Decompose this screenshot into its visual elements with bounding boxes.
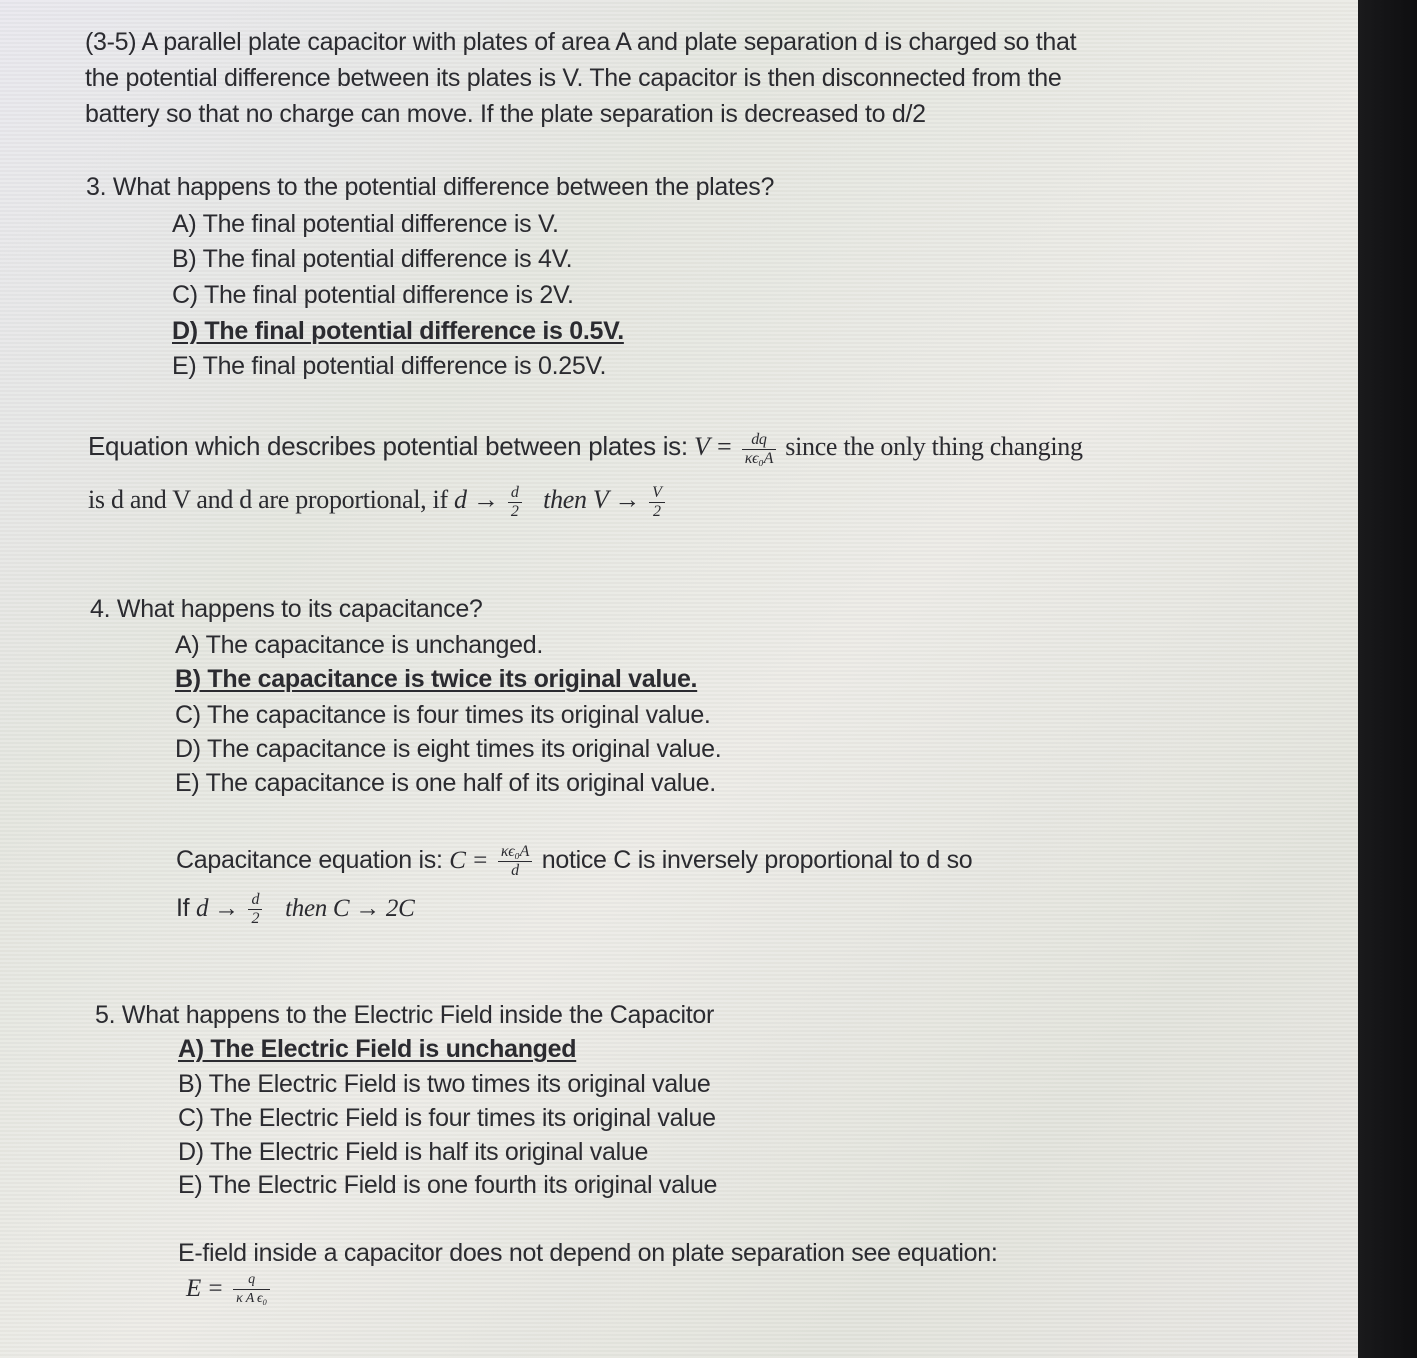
q3-explanation-prefix: Equation which describes potential between plates is: bbox=[88, 431, 688, 461]
q3-frac-denominator: κϵ₀A bbox=[744, 449, 774, 467]
q4-option-c: C) The capacitance is four times its original value. bbox=[175, 701, 711, 729]
q3-frac3-denominator: 2 bbox=[653, 502, 661, 520]
q4-frac2-numerator: d bbox=[248, 891, 262, 910]
q4-option-a: A) The capacitance is unchanged. bbox=[175, 631, 543, 659]
q4-equation-lhs: C = bbox=[449, 847, 489, 874]
q3-equation-lhs: V = bbox=[694, 432, 733, 461]
q5-option-d: D) The Electric Field is half its original value bbox=[178, 1138, 649, 1166]
monitor-bezel bbox=[1358, 0, 1417, 1358]
q3-option-c: C) The final potential difference is 2V. bbox=[172, 281, 574, 309]
q4-frac-numerator: κϵ₀A bbox=[498, 843, 532, 862]
q5-explanation-text: E-field inside a capacitor does not depend on plate separation see equation: bbox=[178, 1239, 998, 1267]
intro-line-2: the potential difference between its plates is V. The capacitor is then disconnected from the bbox=[85, 64, 1062, 92]
q5-option-a-selected: A) The Electric Field is unchanged bbox=[178, 1035, 577, 1063]
q5-option-b: B) The Electric Field is two times its original value bbox=[178, 1070, 711, 1098]
q5-question: 5. What happens to the Electric Field inside the Capacitor bbox=[95, 1001, 715, 1029]
q5-equation bbox=[186, 1266, 273, 1311]
q3-equation-fraction bbox=[742, 431, 776, 468]
q4-arrow-d: d → bbox=[195, 895, 239, 922]
q4-if: If bbox=[176, 894, 190, 922]
q3-option-d-selected: D) The final potential difference is 0.5V. bbox=[172, 317, 624, 345]
q3-option-a: A) The final potential difference is V. bbox=[172, 210, 559, 238]
q5-equation-fraction bbox=[233, 1271, 270, 1308]
q3-fraction-d-over-2 bbox=[508, 484, 522, 521]
q3-explanation-line2-prefix: is d and V and d are proportional, if bbox=[88, 485, 448, 514]
q3-explanation-line-1 bbox=[88, 424, 1083, 469]
q4-explanation-prefix: Capacitance equation is: bbox=[176, 846, 443, 874]
q3-then-v: then V → bbox=[543, 485, 640, 514]
q3-option-b: B) The final potential difference is 4V. bbox=[172, 245, 573, 273]
q4-explanation-line-1 bbox=[176, 838, 972, 883]
q4-explanation-suffix: notice C is inversely proportional to d so bbox=[541, 846, 973, 874]
q3-question: 3. What happens to the potential difference between the plates? bbox=[86, 173, 775, 201]
q5-frac-numerator: q bbox=[233, 1271, 270, 1290]
q3-arrow-d: d → bbox=[454, 485, 499, 514]
intro-line-3: battery so that no charge can move. If the plate separation is decreased to d/2 bbox=[85, 100, 926, 128]
q4-frac2-denominator: 2 bbox=[251, 909, 260, 927]
q4-question: 4. What happens to its capacitance? bbox=[90, 595, 483, 623]
q5-equation-lhs: E = bbox=[186, 1275, 224, 1302]
q4-frac-denominator: d bbox=[511, 861, 519, 879]
q4-fraction-d-over-2 bbox=[248, 891, 262, 928]
q5-option-c: C) The Electric Field is four times its original value bbox=[178, 1104, 716, 1132]
q4-equation-fraction bbox=[498, 843, 532, 880]
q4-option-e: E) The capacitance is one half of its original value. bbox=[175, 769, 716, 797]
q4-explanation-line-2 bbox=[176, 886, 414, 931]
q3-explanation-suffix: since the only thing changing bbox=[785, 432, 1083, 461]
q3-frac2-denominator: 2 bbox=[510, 502, 519, 520]
q3-explanation-line-2 bbox=[88, 478, 668, 522]
q3-fraction-v-over-2 bbox=[649, 484, 664, 521]
q3-frac-numerator: dq bbox=[742, 431, 776, 450]
q5-option-e: E) The Electric Field is one fourth its original value bbox=[178, 1171, 718, 1199]
q3-frac3-numerator: V bbox=[649, 484, 664, 503]
q3-frac2-numerator: d bbox=[508, 484, 522, 503]
intro-line-1: (3-5) A parallel plate capacitor with plates of area A and plate separation d is charged so that bbox=[85, 28, 1077, 56]
q4-option-b-selected: B) The capacitance is twice its original value. bbox=[175, 665, 698, 693]
q5-frac-denominator: κ A ϵ₀ bbox=[236, 1290, 267, 1306]
q3-option-e: E) The final potential difference is 0.25V. bbox=[172, 352, 607, 380]
q4-option-d: D) The capacitance is eight times its original value. bbox=[175, 735, 722, 763]
q4-then-c: then C → 2C bbox=[285, 895, 415, 922]
